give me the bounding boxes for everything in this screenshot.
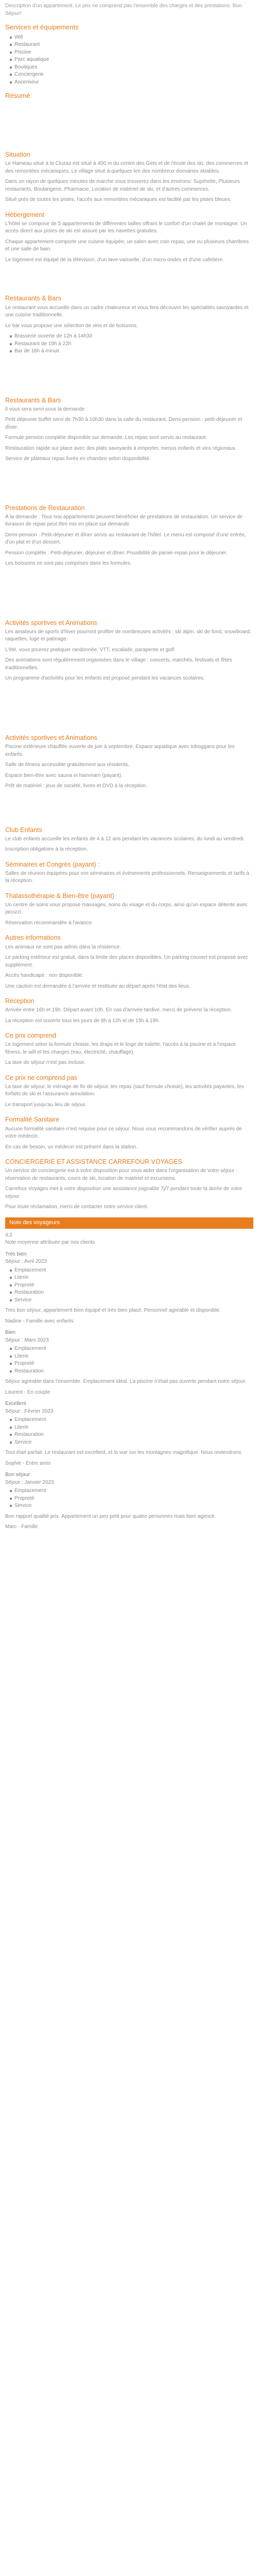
autres-p1: Les animaux ne sont pas admis dans la résidence. [5,944,121,950]
restaurants2-intro: Il vous sera servi sous la demande : [5,406,88,412]
club-enfants-p1: Le club enfants accueille les enfants de 4 à 12 ans pendant les vacances scolaires, du lundi au vendredi. [5,836,245,842]
review-author: Sophie - Entre amis [5,1460,51,1466]
ce-prix-ne-comprend-pas-title: Ce prix ne comprend pas [5,1074,77,1081]
review-title: Très bien [5,1251,27,1257]
service-item: Ascenseur [10,79,253,87]
review-criterion: Propreté [10,1495,253,1503]
review-criterion: Literie [10,1274,253,1282]
activites2-p3: Espace bien-être avec sauna et hammam (payant). [5,772,123,778]
review-entry [5,1471,253,1531]
club-enfants-p2: Inscription obligatoire à la réception. [5,846,88,853]
spacer [5,793,253,819]
seminaires-p1: Salles de réunion équipées pour vos séminaires et évènements professionnels. Renseignements et tarifs à la réception. [5,870,250,884]
services-title: Services et équipements [5,23,79,31]
thalasso-p1: Un centre de soins vous propose massages, soins du visage et du corps, ainsi qu'un espace détente avec jacuzzi. [5,902,248,916]
activites2-p1: Piscine extérieure chauffée ouverte de juin à septembre. Espace aquatique avec toboggans pour les enfants. [5,744,235,757]
review-text: Tout était parfait. Le restaurant est excellent, et la vue sur les montagnes magnifique. Nous reviendrons. [5,1450,243,1456]
formalite-p2: En cas de besoin, un médecin est présent dans la station. [5,1144,138,1150]
review-author: Nadine - Famille avec enfants [5,1318,74,1324]
ce-prix-ne-comprend-pas-p1: La taxe de séjour, le ménage de fin de séjour, les repas (sauf formule choisie), les activités payantes, les forfaits de ski et l'assurance annulation. [5,1083,244,1097]
activites1-p1: Les amateurs de sports d'hiver pourront profiter de nombreuses activités : ski alpin, ski de fond, snowboard, raquettes, luge et patinage. [5,629,251,642]
review-criteria [5,1487,253,1510]
review-criterion: Restauration [10,1431,253,1439]
review-meta: Séjour : Février 2023 [5,1408,54,1414]
formalite-title: Formalité Sanitaire [5,1116,59,1124]
activites-title-2: Activités sportives et Animations [5,734,98,741]
review-author: Marc - Famille [5,1524,38,1530]
service-item: Boutiques [10,64,253,72]
situation-p1: Le Hameau situé à la Cluzaz est situé à 400 m du centre des Gets et de l'école des ski, des commerces et des remontées mécaniques, Le village situé à quelques km des nombreux domaines skiables. [5,161,249,174]
ce-prix-comprend-p2: La taxe de séjour n'est pas incluse. [5,1060,86,1066]
notes-score: 4,2 [5,1232,12,1238]
situation-title: Situation [5,151,30,159]
service-item: Parc aquatique [10,56,253,64]
ce-prix-ne-comprend-pas-p2: Le transport jusqu'au lieu de séjour. [5,1101,87,1108]
review-text: Bon rapport qualité-prix. Appartement un peu petit pour quatre personnes mais bien agencé. [5,1513,216,1519]
situation-p2: Dans un rayon de quelques minutes de marche vous trouverez dans les environs: Supérette, Plusieurs restaurants, Boulangerie, Pharmacie, Location de matériel de ski, et d'autres commerces. [5,179,240,192]
review-criteria [5,1416,253,1446]
restaurants-title-2: Restaurants & Bars [5,396,61,404]
restaurants-list [5,333,253,355]
activites2-p2: Salle de fitness accessible gratuitement aux résidents. [5,762,130,768]
activites2-p4: Prêt de matériel : jeux de société, livres et DVD à la réception. [5,783,148,789]
restaurant-item: Bar de 16h à minuit [10,348,253,355]
review-criterion: Emplacement [10,1267,253,1275]
restaurant-item: Brasserie ouverte de 12h à 14h30 [10,333,253,341]
review-meta: Séjour : Mars 2023 [5,1337,49,1343]
spacer [5,267,253,287]
activites1-p3: Des animations sont régulièrement organisées dans le village : concerts, marchés, festivals et fêtes traditionnelles. [5,657,232,671]
autres-title: Autres informations [5,934,61,942]
review-criterion: Emplacement [10,1487,253,1495]
review-entry [5,1329,253,1396]
review-criterion: Service [10,1297,253,1304]
prestations-p3: Pension complète : Petit-déjeuner, déjeuner et dîner. Possibilité de panier-repas pour le déjeuner. [5,550,228,556]
reception-p2: La réception est ouverte tous les jours de 8h à 12h et de 15h à 19h. [5,1018,160,1024]
review-criterion: Emplacement [10,1416,253,1424]
review-criterion: Literie [10,1424,253,1432]
service-item: Conciergerie [10,71,253,79]
conciergerie-p2: Carrefour Voyages met à votre disposition une assistance joignable 7j/7 pendant toute la durée de votre séjour. [5,1186,243,1199]
notes-band: Note des voyageurs [5,1217,253,1229]
thalasso-title: Thalassothérapie & Bien-être (payant) [5,892,115,900]
restaurants-title-1: Restaurants & Bars [5,295,61,302]
hebergement-p2: Chaque appartement comporte une cuisine équipée, un salon avec coin repas, une ou plusieurs chambres et une salle de bain. [5,239,249,252]
prestations-p4: Les boissons ne sont pas comprises dans les formules. [5,561,132,567]
restaurants2-p2: Formule pension complète disponible sur demande. Les repas sont servis au restaurant. [5,435,207,441]
resume-title: Résumé [5,92,30,100]
hebergement-p3: Le logement est équipé de la télévision, d'un lave-vaisselle, d'un micro-ondes et d'une cafetière. [5,257,224,263]
ce-prix-comprend-p1: Le logement selon la formule choisie, les draps et le linge de toilette, l'accès à la piscine et à l'espace fitness, le wifi et les charges (eau, électricité, chauffage). [5,1042,236,1055]
prestations-title: Prestations de Restauration [5,504,85,512]
restaurant-item: Restaurant de 19h à 22h [10,341,253,348]
review-title: Bien [5,1330,16,1336]
notes-intro: Note moyenne attribuée par nos clients [5,1240,95,1246]
hebergement-title: Hébergement [5,211,44,218]
autres-p2: Le parking extérieur est gratuit, dans la limite des places disponibles. Un parking couvert est proposé avec supplément. [5,955,248,968]
service-item: Restaurant [10,41,253,49]
service-item: Piscine [10,49,253,57]
thalasso-p2: Réservation recommandée à l'avance. [5,920,93,926]
activites1-p2: L'été, vous pourrez pratiquer randonnée, VTT, escalade, parapente et golf. [5,647,175,653]
review-text: Très bon séjour, appartement bien équipé et très bien placé. Personnel agréable et disponible. [5,1308,221,1314]
formalite-p1: Aucune formalité sanitaire n'est requise pour ce séjour. Nous vous recommandons de vérifier auprès de votre médecin. [5,1126,242,1140]
review-criterion: Restauration [10,1289,253,1297]
review-text: Séjour agréable dans l'ensemble. Emplacement idéal. La piscine n'était pas ouverte pendant notre séjour. [5,1379,247,1385]
restaurants-p2: Le bar vous propose une sélection de vins et de boissons. [5,323,138,329]
review-meta: Séjour : Avril 2023 [5,1259,47,1265]
autres-p3: Accès handicapé : non disponible. [5,973,84,979]
activites-title-1: Activités sportives et Animations [5,619,98,626]
restaurants-p1: Le restaurant vous accueille dans un cadre chaleureux et vous fera découvrir les spécialités savoyardes et une cuisine traditionnelle. [5,304,249,318]
conciergerie-p1: Un service de conciergerie est à votre disposition pour vous aider dans l'organisation de votre séjour : réservation de restaurants, cours de ski, location de matériel et excursions. [5,1168,237,1181]
reception-title: Réception [5,997,35,1005]
review-criterion: Restauration [10,1368,253,1376]
conciergerie-p3: Pour toute réclamation, merci de contacter notre service client. [5,1204,149,1210]
situation-p3: Situé près de toutes les pistes, l'accès aux remontées mécaniques est facilité par les pistes bleues. [5,197,232,203]
restaurants2-p3: Restauration rapide sur place avec des plats savoyards à emporter, menus enfants et vins régionaux. [5,445,237,451]
prestations-p1: À la demande : Tous nos appartements peuvent bénéficier de prestations de restauration. Un service de livraison de repas peut être mis en place sur demande. [5,514,243,528]
review-author: Laurent - En couple [5,1389,51,1395]
review-criterion: Service [10,1502,253,1510]
review-criterion: Service [10,1439,253,1447]
review-title: Bon séjour [5,1472,30,1478]
service-item: Wifi [10,34,253,42]
review-entry [5,1251,253,1326]
activites1-p4: Un programme d'activités pour les enfants est proposé pendant les vacances scolaires. [5,675,205,682]
review-criteria [5,1345,253,1375]
club-enfants-title: Club Enfants [5,826,42,834]
spacer [5,686,253,727]
review-entry [5,1400,253,1467]
reception-p1: Arrivée entre 16h et 19h. Départ avant 10h. En cas d'arrivée tardive, merci de prévenir la réception. [5,1007,232,1013]
spacer [5,571,253,612]
autres-p4: Une caution est demandée à l'arrivée et restituée au départ après l'état des lieux. [5,983,191,989]
review-meta: Séjour : Janvier 2023 [5,1479,54,1485]
review-criterion: Emplacement [10,1345,253,1353]
spacer [5,466,253,497]
review-criterion: Propreté [10,1282,253,1290]
review-criterion: Literie [10,1353,253,1361]
conciergerie-title: CONCIERGERIE ET ASSISTANCE CARREFOUR VOYAGES [5,1158,183,1166]
resume-spacer [5,103,253,144]
ce-prix-comprend-title: Ce prix comprend [5,1032,56,1040]
services-list [5,34,253,87]
spacer [5,359,253,389]
review-criterion: Propreté [10,1360,253,1368]
review-criteria [5,1267,253,1304]
hebergement-p1: L'hôtel se compose de 5 appartements de différentes tailles offrant le confort d'un chalet de montagne. Un accès direct aux pistes de ski est assuré par les navettes gratuites. [5,221,247,234]
prestations-p2: Demi-pension : Petit-déjeuner et dîner servis au restaurant de l'hôtel. Le menu est composé d'une entrée, d'un plat et d'un dessert. [5,532,246,546]
review-title: Excellent [5,1401,26,1407]
restaurants2-p1: Petit déjeuner buffet servi de 7h30 à 10h30 dans la salle du restaurant. Demi-pension : petit-déjeuner et dîner. [5,417,242,430]
intro-text: Description d'un appartement. Le prix ne comprend pas l'ensemble des charges et des prestations. Bon Séjour! [5,3,242,16]
seminaires-title: Séminaires et Congrès (payant) : [5,860,100,868]
restaurants2-p4: Service de plateaux repas livrés en chambre selon disponibilité. [5,456,151,462]
